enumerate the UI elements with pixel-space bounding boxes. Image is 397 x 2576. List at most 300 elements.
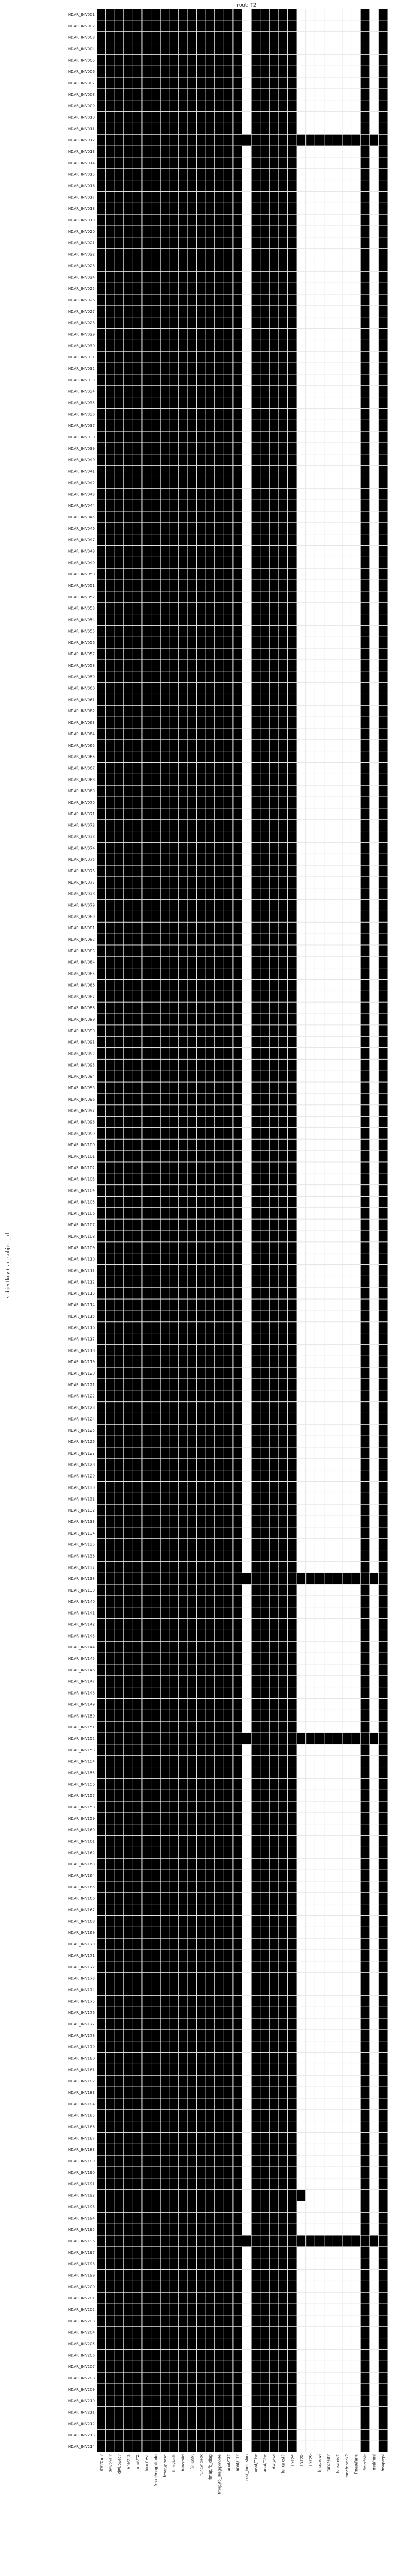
- heatmap-cell: [206, 683, 215, 694]
- heatmap-cell: [179, 1436, 188, 1447]
- heatmap-cell: [270, 55, 279, 66]
- heatmap-cell: [233, 1025, 242, 1036]
- heatmap-cell: [279, 1117, 287, 1127]
- heatmap-cell: [151, 500, 160, 511]
- heatmap-cell: [161, 1527, 169, 1538]
- heatmap-cell: [252, 877, 260, 888]
- heatmap-cell: [97, 626, 106, 637]
- heatmap-cell: [179, 797, 188, 808]
- heatmap-cell: [351, 32, 360, 43]
- heatmap-cell: [379, 843, 388, 854]
- heatmap-cell: [252, 374, 260, 385]
- heatmap-cell: [215, 89, 224, 100]
- heatmap-cell: [306, 728, 315, 739]
- heatmap-cell: [343, 991, 351, 1002]
- heatmap-cell: [379, 523, 388, 534]
- heatmap-cell: [361, 923, 370, 934]
- heatmap-cell: [97, 89, 106, 100]
- heatmap-cell: [361, 146, 370, 157]
- heatmap-cell: [224, 500, 233, 511]
- heatmap-cell: [242, 957, 251, 968]
- heatmap-cell: [106, 1779, 115, 1790]
- heatmap-cell: [233, 1345, 242, 1356]
- heatmap-cell: [215, 169, 224, 180]
- heatmap-cell: [233, 603, 242, 614]
- heatmap-cell: [161, 180, 169, 191]
- heatmap-cell: [169, 694, 178, 705]
- heatmap-cell: [379, 1664, 388, 1675]
- heatmap-cell: [206, 157, 215, 168]
- heatmap-cell: [215, 295, 224, 306]
- heatmap-cell: [324, 1162, 333, 1173]
- heatmap-cell: [333, 1003, 342, 1014]
- heatmap-cell: [124, 569, 133, 580]
- heatmap-cell: [224, 1265, 233, 1276]
- heatmap-cell: [188, 135, 196, 146]
- heatmap-cell: [179, 728, 188, 739]
- heatmap-cell: [260, 1573, 269, 1584]
- heatmap-cell: [151, 1356, 160, 1367]
- heatmap-cell: [215, 557, 224, 568]
- heatmap-cell: [361, 386, 370, 397]
- heatmap-cell: [361, 1744, 370, 1755]
- heatmap-cell: [179, 671, 188, 682]
- heatmap-cell: [315, 1345, 324, 1356]
- heatmap-cell: [224, 1173, 233, 1184]
- heatmap-cell: [379, 1071, 388, 1082]
- heatmap-cell: [288, 774, 297, 785]
- heatmap-cell: [215, 20, 224, 31]
- heatmap-cell: [242, 180, 251, 191]
- heatmap-cell: [297, 1185, 306, 1196]
- heatmap-cell: [306, 1242, 315, 1253]
- heatmap-cell: [361, 706, 370, 717]
- heatmap-cell: [297, 1162, 306, 1173]
- heatmap-cell: [242, 1345, 251, 1356]
- heatmap-cell: [288, 797, 297, 808]
- heatmap-cell: [169, 1642, 178, 1653]
- heatmap-cell: [179, 660, 188, 671]
- heatmap-cell: [197, 854, 206, 865]
- heatmap-cell: [233, 546, 242, 557]
- heatmap-cell: [252, 751, 260, 762]
- heatmap-cell: [206, 1300, 215, 1310]
- heatmap-cell: [252, 991, 260, 1002]
- heatmap-cell: [252, 557, 260, 568]
- heatmap-cell: [252, 1140, 260, 1150]
- heatmap-cell: [188, 146, 196, 157]
- heatmap-cell: [370, 1527, 378, 1538]
- heatmap-cell: [151, 1562, 160, 1573]
- heatmap-cell: [142, 660, 151, 671]
- heatmap-cell: [215, 9, 224, 20]
- heatmap-cell: [179, 489, 188, 500]
- heatmap-cell: [242, 1425, 251, 1436]
- heatmap-cell: [270, 1539, 279, 1550]
- heatmap-cell: [115, 911, 124, 922]
- heatmap-cell: [333, 1710, 342, 1721]
- heatmap-cell: [115, 1094, 124, 1104]
- heatmap-cell: [343, 626, 351, 637]
- heatmap-cell: [142, 1185, 151, 1196]
- heatmap-cell: [161, 1310, 169, 1321]
- heatmap-cell: [224, 751, 233, 762]
- heatmap-cell: [242, 1220, 251, 1230]
- heatmap-cell: [252, 957, 260, 968]
- heatmap-cell: [260, 1060, 269, 1071]
- heatmap-cell: [288, 1779, 297, 1790]
- heatmap-cell: [115, 820, 124, 831]
- heatmap-cell: [224, 1516, 233, 1527]
- heatmap-cell: [115, 900, 124, 911]
- heatmap-cell: [306, 20, 315, 31]
- heatmap-cell: [124, 180, 133, 191]
- heatmap-cell: [270, 1220, 279, 1230]
- heatmap-cell: [370, 854, 378, 865]
- heatmap-cell: [133, 32, 142, 43]
- heatmap-cell: [188, 866, 196, 877]
- heatmap-cell: [379, 980, 388, 991]
- heatmap-cell: [343, 386, 351, 397]
- heatmap-cell: [142, 580, 151, 591]
- heatmap-cell: [270, 1653, 279, 1664]
- heatmap-cell: [343, 1322, 351, 1333]
- heatmap-cell: [270, 660, 279, 671]
- heatmap-cell: [379, 763, 388, 774]
- heatmap-cell: [270, 1562, 279, 1573]
- heatmap-cell: [206, 1516, 215, 1527]
- heatmap-cell: [242, 683, 251, 694]
- heatmap-cell: [115, 477, 124, 488]
- heatmap-cell: [315, 523, 324, 534]
- heatmap-cell: [179, 1345, 188, 1356]
- heatmap-cell: [97, 374, 106, 385]
- heatmap-cell: [106, 694, 115, 705]
- heatmap-cell: [97, 1105, 106, 1116]
- heatmap-cell: [324, 420, 333, 431]
- heatmap-cell: [379, 1151, 388, 1162]
- heatmap-cell: [306, 123, 315, 134]
- heatmap-cell: [133, 432, 142, 443]
- heatmap-cell: [333, 1699, 342, 1710]
- heatmap-cell: [106, 1379, 115, 1390]
- heatmap-cell: [297, 1664, 306, 1675]
- heatmap-cell: [343, 1333, 351, 1344]
- heatmap-cell: [361, 1516, 370, 1527]
- heatmap-cell: [260, 1710, 269, 1721]
- heatmap-cell: [161, 512, 169, 523]
- heatmap-cell: [270, 192, 279, 203]
- heatmap-cell: [233, 1333, 242, 1344]
- heatmap-cell: [224, 694, 233, 705]
- heatmap-cell: [179, 443, 188, 454]
- heatmap-cell: [169, 20, 178, 31]
- heatmap-cell: [279, 603, 287, 614]
- heatmap-cell: [179, 317, 188, 328]
- heatmap-cell: [151, 546, 160, 557]
- heatmap-cell: [306, 329, 315, 340]
- heatmap-cell: [161, 1744, 169, 1755]
- heatmap-cell: [206, 557, 215, 568]
- heatmap-cell: [106, 1573, 115, 1584]
- heatmap-cell: [97, 409, 106, 420]
- heatmap-cell: [288, 1459, 297, 1470]
- heatmap-cell: [333, 945, 342, 956]
- heatmap-cell: [361, 1527, 370, 1538]
- heatmap-cell: [151, 1322, 160, 1333]
- heatmap-cell: [188, 854, 196, 865]
- heatmap-cell: [142, 306, 151, 317]
- heatmap-cell: [188, 43, 196, 54]
- heatmap-cell: [206, 1140, 215, 1150]
- heatmap-cell: [233, 1642, 242, 1653]
- heatmap-cell: [169, 100, 178, 111]
- heatmap-cell: [252, 1585, 260, 1596]
- heatmap-cell: [179, 1630, 188, 1641]
- heatmap-cell: [343, 135, 351, 146]
- heatmap-cell: [361, 1482, 370, 1493]
- heatmap-cell: [324, 831, 333, 842]
- heatmap-cell: [224, 249, 233, 260]
- heatmap-cell: [206, 546, 215, 557]
- heatmap-cell: [115, 1653, 124, 1664]
- heatmap-cell: [161, 843, 169, 854]
- heatmap-cell: [106, 1527, 115, 1538]
- heatmap-cell: [260, 66, 269, 77]
- heatmap-cell: [169, 169, 178, 180]
- heatmap-cell: [306, 945, 315, 956]
- heatmap-cell: [279, 1071, 287, 1082]
- heatmap-cell: [260, 786, 269, 797]
- heatmap-cell: [151, 1470, 160, 1481]
- heatmap-cell: [97, 1083, 106, 1094]
- heatmap-cell: [333, 694, 342, 705]
- heatmap-cell: [115, 180, 124, 191]
- heatmap-cell: [206, 751, 215, 762]
- heatmap-cell: [333, 1310, 342, 1321]
- heatmap-cell: [379, 1185, 388, 1196]
- heatmap-cell: [379, 1630, 388, 1641]
- heatmap-cell: [379, 580, 388, 591]
- heatmap-cell: [270, 454, 279, 465]
- heatmap-cell: [133, 957, 142, 968]
- heatmap-cell: [142, 751, 151, 762]
- heatmap-cell: [188, 911, 196, 922]
- heatmap-cell: [151, 854, 160, 865]
- heatmap-cell: [161, 740, 169, 751]
- heatmap-cell: [242, 1722, 251, 1733]
- heatmap-cell: [197, 386, 206, 397]
- heatmap-cell: [297, 100, 306, 111]
- heatmap-cell: [297, 1083, 306, 1094]
- heatmap-cell: [97, 1710, 106, 1721]
- heatmap-cell: [260, 1322, 269, 1333]
- heatmap-cell: [188, 546, 196, 557]
- heatmap-cell: [224, 157, 233, 168]
- heatmap-cell: [161, 1300, 169, 1310]
- heatmap-cell: [97, 1550, 106, 1561]
- heatmap-cell: [252, 1390, 260, 1401]
- heatmap-cell: [224, 283, 233, 294]
- heatmap-cell: [252, 1288, 260, 1299]
- heatmap-cell: [252, 1642, 260, 1653]
- heatmap-cell: [252, 489, 260, 500]
- heatmap-cell: [215, 671, 224, 682]
- heatmap-cell: [115, 1767, 124, 1778]
- heatmap-cell: [351, 660, 360, 671]
- heatmap-cell: [151, 1300, 160, 1310]
- heatmap-cell: [333, 1413, 342, 1424]
- heatmap-cell: [188, 1516, 196, 1527]
- heatmap-cell: [288, 1185, 297, 1196]
- heatmap-cell: [215, 32, 224, 43]
- heatmap-cell: [324, 272, 333, 283]
- heatmap-cell: [197, 454, 206, 465]
- heatmap-cell: [133, 1630, 142, 1641]
- heatmap-cell: [188, 443, 196, 454]
- heatmap-cell: [306, 683, 315, 694]
- heatmap-cell: [315, 1722, 324, 1733]
- heatmap-cell: [361, 934, 370, 945]
- heatmap-cell: [151, 1333, 160, 1344]
- heatmap-cell: [370, 1676, 378, 1687]
- heatmap-cell: [370, 100, 378, 111]
- heatmap-cell: [124, 934, 133, 945]
- heatmap-cell: [279, 591, 287, 602]
- heatmap-cell: [370, 249, 378, 260]
- heatmap-cell: [242, 1630, 251, 1641]
- heatmap-cell: [115, 649, 124, 660]
- heatmap-cell: [206, 112, 215, 123]
- heatmap-cell: [270, 774, 279, 785]
- heatmap-cell: [233, 317, 242, 328]
- heatmap-cell: [306, 1083, 315, 1094]
- heatmap-cell: [161, 626, 169, 637]
- heatmap-cell: [197, 1744, 206, 1755]
- heatmap-cell: [106, 728, 115, 739]
- heatmap-cell: [370, 1596, 378, 1607]
- heatmap-cell: [97, 1744, 106, 1755]
- heatmap-cell: [297, 1140, 306, 1150]
- heatmap-cell: [379, 397, 388, 408]
- heatmap-cell: [279, 272, 287, 283]
- heatmap-cell: [242, 546, 251, 557]
- heatmap-cell: [279, 112, 287, 123]
- heatmap-cell: [279, 1676, 287, 1687]
- heatmap-cell: [324, 1379, 333, 1390]
- heatmap-cell: [106, 1185, 115, 1196]
- heatmap-cell: [370, 1653, 378, 1664]
- heatmap-cell: [169, 1607, 178, 1618]
- heatmap-cell: [124, 1413, 133, 1424]
- heatmap-cell: [97, 397, 106, 408]
- heatmap-cell: [242, 489, 251, 500]
- heatmap-cell: [197, 1322, 206, 1333]
- heatmap-cell: [115, 432, 124, 443]
- heatmap-cell: [242, 1197, 251, 1207]
- heatmap-cell: [297, 660, 306, 671]
- heatmap-cell: [370, 192, 378, 203]
- heatmap-cell: [270, 1447, 279, 1458]
- heatmap-cell: [306, 1048, 315, 1059]
- heatmap-cell: [288, 1767, 297, 1778]
- heatmap-cell: [270, 295, 279, 306]
- heatmap-cell: [343, 1733, 351, 1744]
- heatmap-cell: [324, 1197, 333, 1207]
- heatmap-cell: [242, 249, 251, 260]
- heatmap-cell: [197, 1151, 206, 1162]
- heatmap-cell: [242, 226, 251, 237]
- heatmap-cell: [124, 797, 133, 808]
- heatmap-cell: [351, 1151, 360, 1162]
- heatmap-cell: [142, 591, 151, 602]
- heatmap-cell: [351, 523, 360, 534]
- heatmap-cell: [288, 237, 297, 248]
- heatmap-cell: [133, 671, 142, 682]
- heatmap-cell: [97, 1140, 106, 1150]
- heatmap-cell: [133, 363, 142, 374]
- heatmap-cell: [233, 374, 242, 385]
- heatmap-cell: [315, 740, 324, 751]
- heatmap-cell: [279, 295, 287, 306]
- heatmap-cell: [215, 1322, 224, 1333]
- heatmap-cell: [361, 1322, 370, 1333]
- heatmap-cell: [115, 1516, 124, 1527]
- heatmap-cell: [306, 1128, 315, 1139]
- heatmap-cell: [161, 1539, 169, 1550]
- heatmap-cell: [97, 500, 106, 511]
- heatmap-cell: [306, 774, 315, 785]
- heatmap-cell: [315, 1767, 324, 1778]
- heatmap-cell: [133, 534, 142, 545]
- heatmap-cell: [215, 1722, 224, 1733]
- heatmap-cell: [361, 1493, 370, 1504]
- heatmap-cell: [306, 591, 315, 602]
- heatmap-cell: [361, 1140, 370, 1150]
- heatmap-cell: [288, 763, 297, 774]
- heatmap-cell: [252, 249, 260, 260]
- heatmap-cell: [233, 534, 242, 545]
- heatmap-cell: [151, 363, 160, 374]
- heatmap-cell: [115, 100, 124, 111]
- heatmap-cell: [297, 466, 306, 477]
- heatmap-cell: [115, 89, 124, 100]
- heatmap-cell: [106, 432, 115, 443]
- heatmap-cell: [161, 1664, 169, 1675]
- heatmap-cell: [333, 1071, 342, 1082]
- heatmap-cell: [306, 443, 315, 454]
- heatmap-cell: [215, 706, 224, 717]
- heatmap-cell: [343, 911, 351, 922]
- heatmap-cell: [97, 923, 106, 934]
- heatmap-cell: [133, 1493, 142, 1504]
- heatmap-cell: [133, 1619, 142, 1630]
- heatmap-cell: [97, 888, 106, 899]
- heatmap-cell: [252, 968, 260, 979]
- heatmap-cell: [106, 100, 115, 111]
- heatmap-cell: [179, 1459, 188, 1470]
- heatmap-cell: [306, 580, 315, 591]
- heatmap-cell: [279, 717, 287, 728]
- heatmap-cell: [279, 1390, 287, 1401]
- heatmap-cell: [379, 900, 388, 911]
- heatmap-cell: [361, 728, 370, 739]
- heatmap-cell: [351, 1425, 360, 1436]
- heatmap-cell: [161, 866, 169, 877]
- heatmap-cell: [370, 237, 378, 248]
- heatmap-cell: [343, 808, 351, 819]
- heatmap-cell: [370, 363, 378, 374]
